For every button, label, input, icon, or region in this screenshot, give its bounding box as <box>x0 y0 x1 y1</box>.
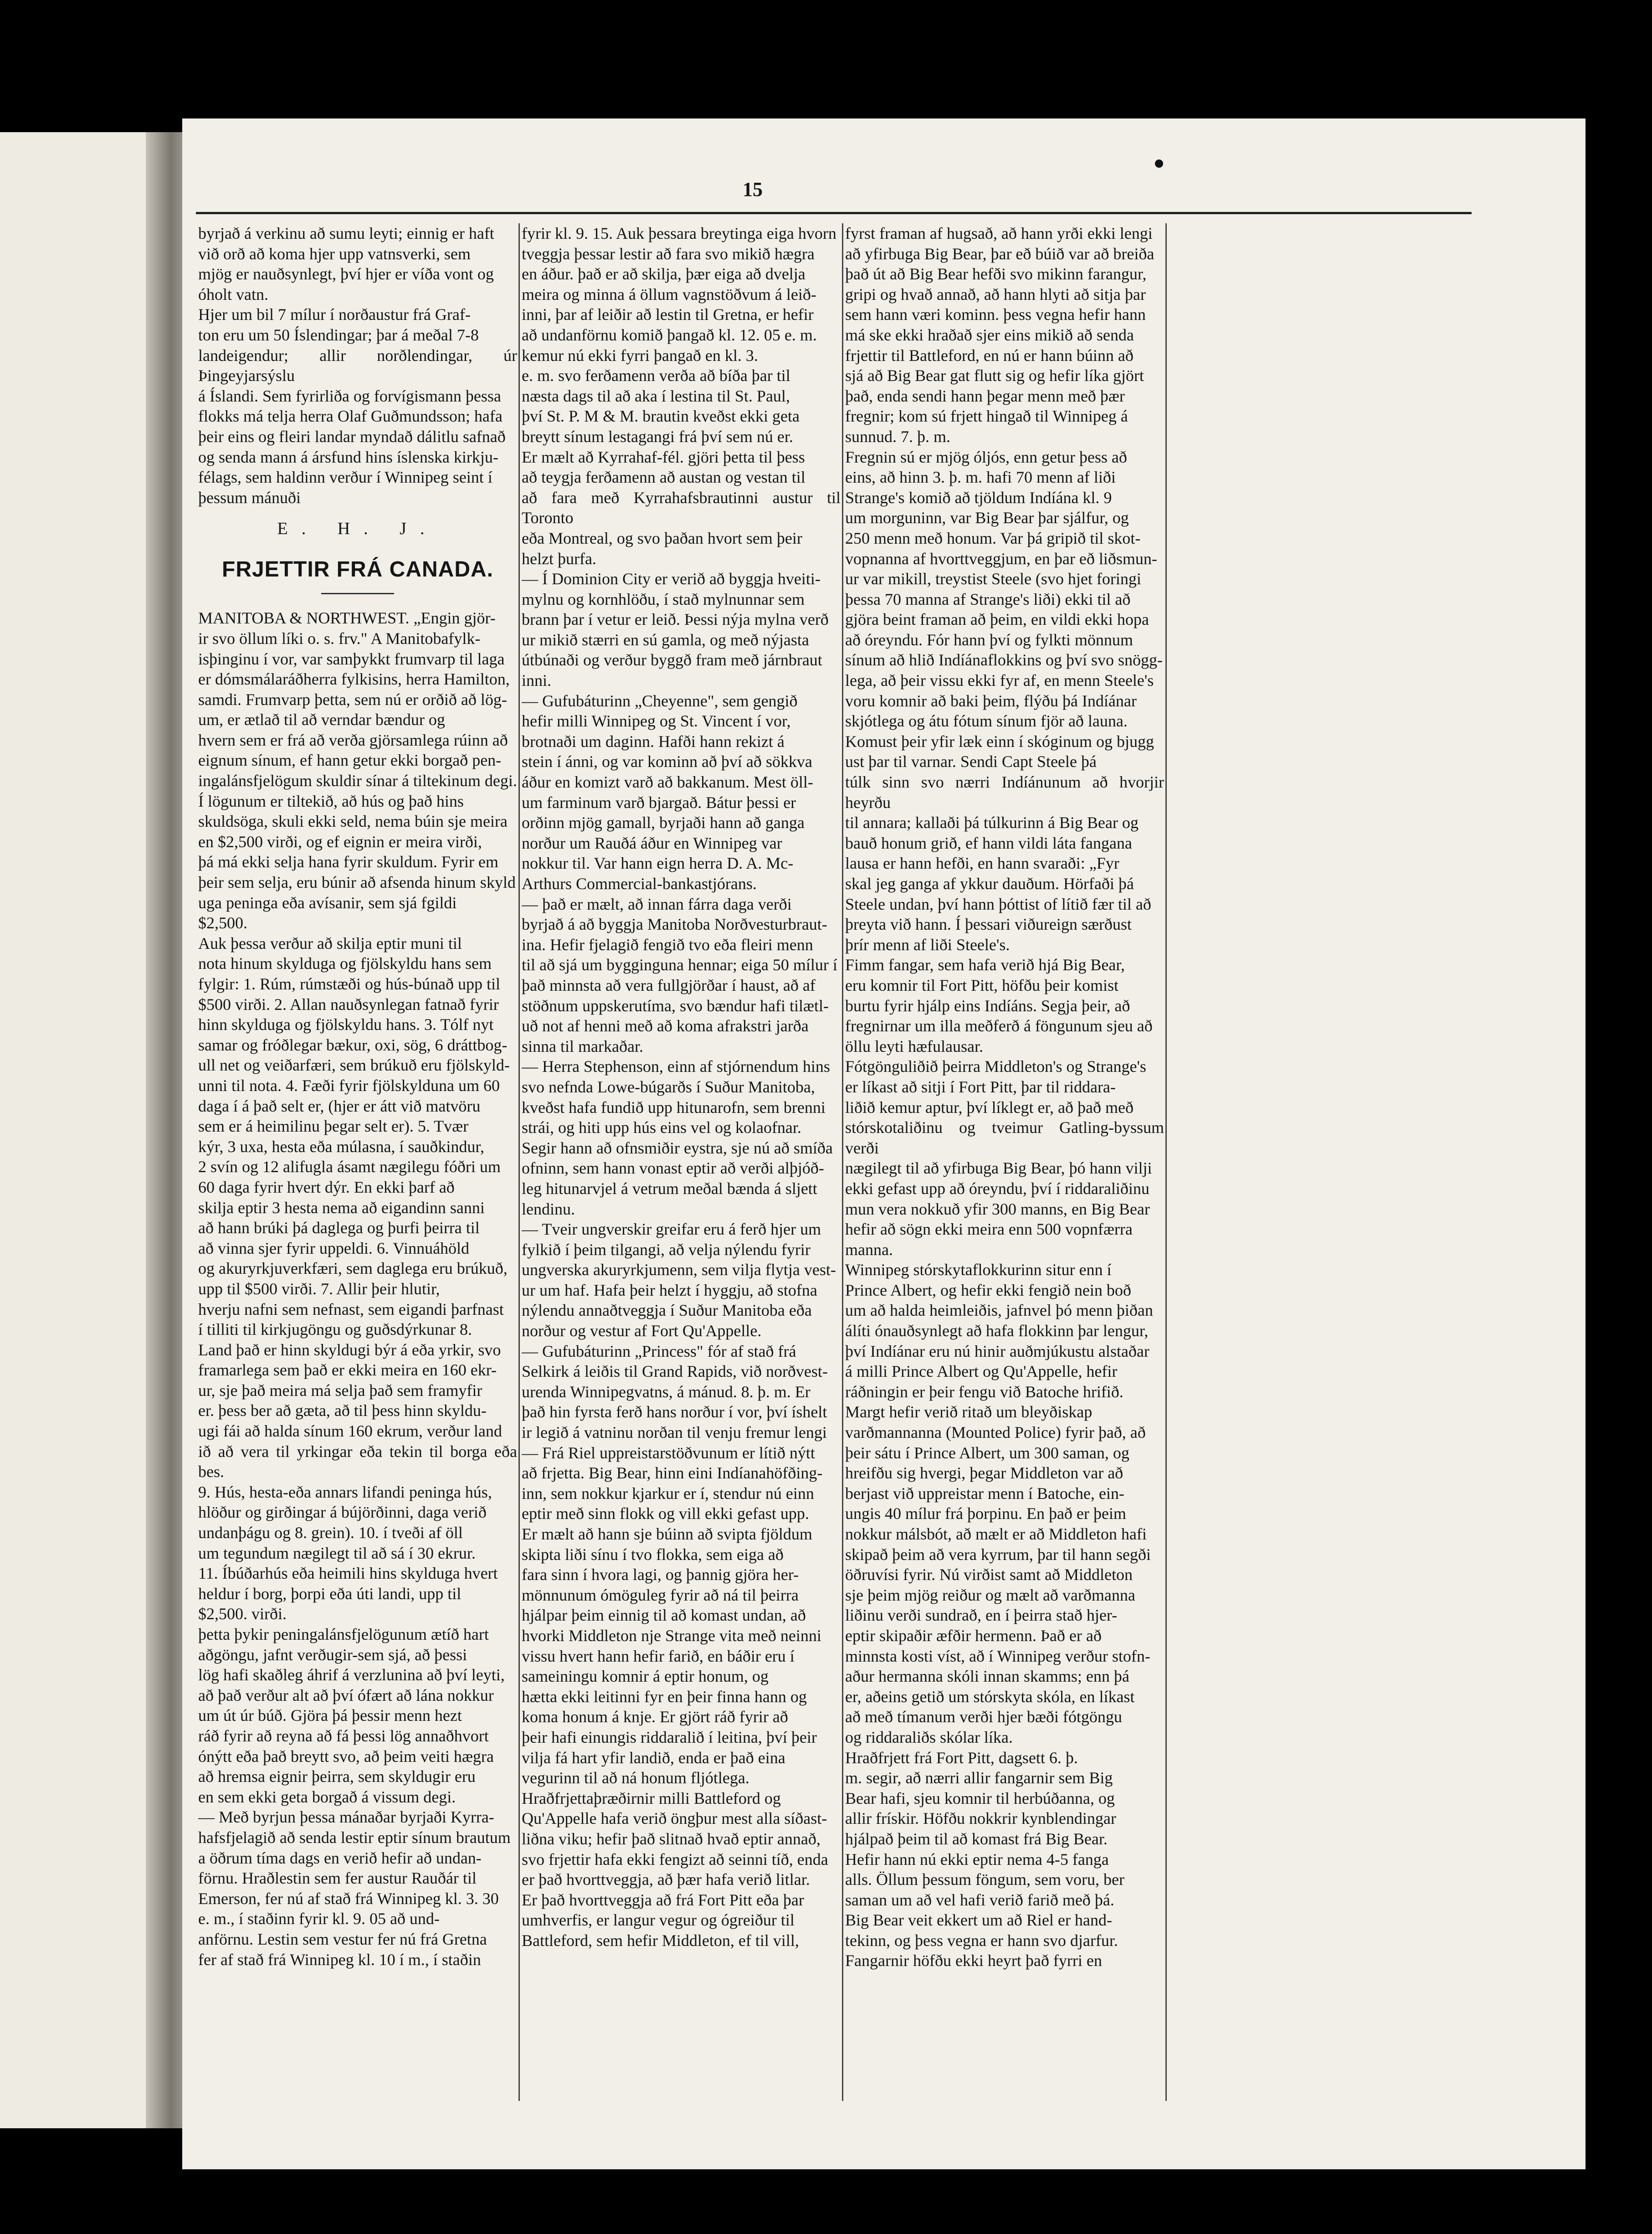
text-line: strái, og hiti upp hús eins vel og kolaofnar. <box>522 1118 801 1137</box>
text-line: Fangarnir höfðu ekki heyrt það fyrri en <box>845 1951 1102 1970</box>
text-line: isþinginu í vor, var samþykkt frumvarp til laga <box>198 649 505 668</box>
text-line: Í lögunum er tiltekið, að hús og það hins <box>198 792 464 810</box>
text-line: öllu leyti hæfulausar. <box>845 1037 983 1055</box>
text-line: fer af stað frá Winnipeg kl. 10 í m., í staðin <box>198 1950 481 1969</box>
text-line: byrjað á að byggja Manitoba Norðvesturbraut- <box>522 915 827 934</box>
text-line: Hraðfrjett frá Fort Pitt, dagsett 6. þ. <box>845 1748 1078 1767</box>
text-line: ur um haf. Hafa þeir helzt í hyggju, að stofna <box>522 1281 817 1299</box>
text-line: Hefir hann nú ekki eptir nema 4-5 fanga <box>845 1850 1109 1869</box>
article-signature: E. H. J. <box>277 519 438 539</box>
text-line: framarlega sem það er ekki meira en 160 ekr- <box>198 1361 497 1380</box>
column-1 <box>198 223 517 2137</box>
headline-rule <box>321 593 394 594</box>
text-line: samdi. Frumvarp þetta, sem nú er orðið að lög- <box>198 690 507 709</box>
text-line: aður hermanna skóli innan skamms; enn þá <box>845 1667 1129 1686</box>
text-line: vilja fá hart yfir landið, enda er það eina <box>522 1748 785 1767</box>
text-line: álíti ónauðsynlegt að hafa flokkinn þar lengur, <box>845 1322 1149 1340</box>
text-line: daga í á það selt er, (hjer er átt við matvöru <box>198 1096 481 1115</box>
text-line: á Íslandi. Sem fyrirliða og forvígismann þessa <box>198 386 501 405</box>
text-line: sunnud. 7. þ. m. <box>845 427 951 446</box>
text-line: og senda mann á ársfund hins íslenska kirkju- <box>198 448 498 466</box>
text-line: hefir milli Winnipeg og St. Vincent í vor, <box>522 712 791 731</box>
text-line: $2,500. <box>198 914 247 932</box>
text-line: Fótgönguliðið þeirra Middleton's og Strange's <box>845 1057 1146 1076</box>
text-line: Big Bear veit ekkert um að Riel er hand- <box>845 1911 1112 1930</box>
text-line: og riddaraliðs skólar líka. <box>845 1728 1013 1746</box>
text-line: fara sinn í hvora lagi, og þannig gjöra her- <box>522 1565 799 1584</box>
text-line: að hann brúki þá daglega og þurfi þeirra til <box>198 1219 480 1237</box>
text-line: fregnir; kom sú frjett hingað til Winnipeg á <box>845 407 1128 426</box>
text-line: $500 virði. 2. Allan nauðsynlegan fatnað fyrir <box>198 995 499 1014</box>
text-line: frjettir til Battleford, en nú er hann búinn að <box>845 346 1134 365</box>
text-line: um morguninn, var Big Bear þar sjálfur, og <box>845 509 1129 527</box>
text-line: 9. Hús, hesta-eða annars lifandi peninga hús, <box>198 1482 492 1501</box>
text-line: varðmannanna (Mounted Police) fyrir það, að <box>845 1423 1146 1442</box>
text-line: — Frá Riel uppreistarstöðvunum er lítið nýtt <box>522 1443 815 1462</box>
text-line: ina. Hefir fjelagið fengið tvo eða fleiri menn <box>522 935 813 954</box>
text-line: manna. <box>845 1240 893 1259</box>
text-line: Fregnin sú er mjög óljós, enn getur þess að <box>845 448 1127 466</box>
text-line: brotnaði um daginn. Hafði hann rekizt á <box>522 732 785 751</box>
text-line: næsta dags til að aka í lestina til St. Paul, <box>522 386 790 405</box>
text-line: ónýtt eða það breytt svo, að þeim veiti hægra <box>198 1747 494 1766</box>
text-line: er, aðeins getið um stórskyta skóla, en líkast <box>845 1687 1135 1706</box>
text-line: að yfirbuga Big Bear, þar eð búið var að breiða <box>845 244 1154 263</box>
text-line: hafsfjelagið að senda lestir eptir sínum brautum <box>198 1828 511 1847</box>
right-page <box>182 118 1585 2169</box>
page-header <box>182 178 1585 201</box>
text-line: vopnanna af hvorttveggjum, en þar eð liðsmun- <box>845 549 1157 568</box>
text-line: m. segir, að nærri allir fangarnir sem Big <box>845 1769 1113 1787</box>
text-line: unni til nota. 4. Fæði fyrir fjölskylduna um 60 <box>198 1076 500 1095</box>
text-line: eignum sínum, ef hann getur ekki borgað pen- <box>198 751 502 770</box>
text-line: Er mælt að Kyrrahaf-fél. gjöri þetta til þess <box>522 448 805 466</box>
text-line: til að sjá um bygginguna hennar; eiga 50 mílur í <box>522 956 837 974</box>
text-line: liðinu verði sundrað, en í þeirra stað hjer- <box>845 1606 1118 1625</box>
text-line: við orð að koma hjer upp vatnsverki, sem <box>198 244 471 263</box>
column-2 <box>522 223 841 2137</box>
text-line: þetta þykir peningalánsfjelögunum ætíð hart <box>198 1625 489 1643</box>
text-line: en $2,500 virði, og ef eignin er meira virði, <box>198 832 482 851</box>
text-line: e. m., í staðinn fyrir kl. 9. 05 að und- <box>198 1910 440 1928</box>
text-line: Er það hvorttveggja að frá Fort Pitt eða þar <box>522 1890 804 1909</box>
text-line: ir legið á vatninu norðan til venju fremur lengi <box>522 1423 827 1442</box>
text-line: um tegundum nægilegt til að sá í 30 ekrur. <box>198 1544 476 1562</box>
text-line: það hin fyrsta ferð hans norður í vor, því íshelt <box>522 1403 827 1421</box>
text-line: skipað þeim að vera kyrrum, þar til hann segði <box>845 1545 1151 1564</box>
text-line: því Indíánar eru nú hinir auðmjúkustu alstaðar <box>845 1342 1149 1360</box>
text-line: inni, þar af leiðir að lestin til Gretna, er hefir <box>522 305 814 324</box>
text-line: 11. Íbúðarhús eða heimili hins skylduga hvert <box>198 1564 498 1583</box>
section-headline: FRJETTIR FRÁ CANADA. <box>222 557 493 582</box>
text-line: hreifðu sig hvergi, þegar Middleton var að <box>845 1464 1124 1482</box>
text-line: eru komnir til Fort Pitt, höfðu þeir komist <box>845 976 1118 994</box>
text-line: það út að Big Bear hefði svo mikinn farangur, <box>845 265 1147 283</box>
text-line: lendinu. <box>522 1199 575 1218</box>
text-line: fyrir kl. 9. 15. Auk þessara breytinga eiga hvorn <box>522 224 836 242</box>
text-line: stein í ánni, og var kominn að því að sökkva <box>522 752 812 771</box>
text-line: Winnipeg stórskytaflokkurinn situr enn í <box>845 1261 1112 1279</box>
text-line: nokkur til. Var hann eign herra D. A. Mc- <box>522 854 794 873</box>
text-line: ið að vera til yrkingar eða tekin til borga eða bes. <box>198 1442 517 1481</box>
text-line: um út úr búð. Gjöra þá þessir menn hezt <box>198 1706 462 1725</box>
text-line: gjöra beint framan að þeim, en vildi ekki hopa <box>845 610 1149 629</box>
text-line: ungis 40 mílur frá þorpinu. En það er þeim <box>845 1504 1126 1523</box>
text-line: — Með byrjun þessa mánaðar byrjaði Kyrra- <box>198 1808 494 1827</box>
text-line: saman um að vel hafi verið farið með þá. <box>845 1890 1114 1909</box>
text-line: er. þess ber að gæta, að til þess hinn skyldu- <box>198 1401 487 1420</box>
text-line: samar og fróðlegar bækur, oxi, sög, 6 dráttbog- <box>198 1035 508 1054</box>
text-line: lega, að þeir vissu ekki fyr af, en menn Steele's <box>845 671 1154 690</box>
text-line: a öðrum tíma dags en verið hefir að undan- <box>198 1848 482 1867</box>
text-line: að frjetta. Big Bear, hinn eini Indíanahöfðing- <box>522 1464 823 1482</box>
text-line: kýr, 3 uxa, hesta eða múlasna, í sauðkindur, <box>198 1137 484 1156</box>
text-line: norður og vestur af Fort Qu'Appelle. <box>522 1322 762 1340</box>
text-line: þreyta við hann. Í þessari viðureign særðust <box>845 915 1132 934</box>
text-line: ull net og veiðarfæri, sem brúkuð eru fjölskyld- <box>198 1056 510 1075</box>
text-line: nægilegt til að yfirbuga Big Bear, þó hann vilji <box>845 1159 1152 1178</box>
text-line: Hraðfrjettaþræðirnir milli Battleford og <box>522 1789 781 1807</box>
header-rule <box>196 212 1472 214</box>
text-line: Fimm fangar, sem hafa verið hjá Big Bear, <box>845 956 1125 974</box>
text-line: áður en komizt varð að bakkanum. Mest öll- <box>522 773 813 792</box>
text-line: eða Montreal, og svo þaðan hvort sem þeir <box>522 529 802 547</box>
text-line: þeir sem selja, eru búnir að afsenda hinum skyld <box>198 873 516 892</box>
text-line: sinna til markaðar. <box>522 1037 643 1055</box>
text-line: vegurinn til að ná honum fljótlega. <box>522 1769 749 1787</box>
text-line: MANITOBA & NORTHWEST. „Engin gjör- <box>198 609 496 628</box>
text-line: að teygja ferðamenn að austan og vestan til <box>522 468 805 487</box>
text-line: Segir hann að ofnsmiðir eystra, sje nú að smíða <box>522 1138 833 1157</box>
text-line: sem er á heimilinu þegar selt er). 5. Tvær <box>198 1117 469 1136</box>
text-line: að óreyndu. Fór hann því og fylkti mönnum <box>845 630 1133 649</box>
text-line: 2 svín og 12 alifugla ásamt nægilegu fóðri um <box>198 1158 501 1176</box>
column-rule <box>518 223 520 2101</box>
text-line: um, er ætlað til að verndar bændur og <box>198 710 445 729</box>
text-line: að með tímanum verði hjer bæði fótgöngu <box>845 1708 1122 1726</box>
text-line: förnu. Hraðlestin sem fer austur Rauðár til <box>198 1869 477 1888</box>
text-line: helzt þurfa. <box>522 549 596 568</box>
text-line: ráð fyrir að reyna að fá þessi lög annaðhvort <box>198 1726 489 1745</box>
text-line: mylnu og kornhlöðu, í stað mylnunnar sem <box>522 590 805 608</box>
text-line: er dómsmálaráðherra fylkisins, herra Hamilton, <box>198 670 510 689</box>
text-line: Steele undan, því hann þóttist of lítið fær til að <box>845 895 1151 913</box>
text-line: anförnu. Lestin sem vestur fer nú frá Gretna <box>198 1930 487 1948</box>
text-line: Margt hefir verið ritað um bleyðiskap <box>845 1403 1093 1421</box>
text-line: er það hvorttveggja, að þær hafa verið litlar. <box>522 1870 810 1889</box>
text-line: lausa er hann hefði, en hann svaraði: „Fyr <box>845 854 1119 873</box>
text-line: hverju nafni sem nefnast, sem eigandi þarfnast <box>198 1300 504 1318</box>
text-line: nota hinum skylduga og fjölskyldu hans sem <box>198 954 492 973</box>
text-line: fregnirnar um illa meðferð á föngunum sjeu að <box>845 1017 1153 1035</box>
text-line: nýlendu annaðtveggja í Suður Manitoba eða <box>522 1301 812 1320</box>
text-line: eins, að hinn 3. þ. m. hafi 70 menn af liði <box>845 468 1116 487</box>
text-line: — Tveir ungverskir greifar eru á ferð hjer um <box>522 1220 821 1239</box>
text-line: liðið kemur aptur, því líklegt er, að það með <box>845 1098 1134 1117</box>
text-line: Qu'Appelle hafa verið öngþur mest alla síðast- <box>522 1809 827 1828</box>
text-line: ir svo öllum líki o. s. frv." A Manitobafylk- <box>198 629 481 648</box>
text-line: að það verður alt að því ófært að lána nokkur <box>198 1686 494 1704</box>
text-line: — Gufubáturinn „Cheyenne", sem gengið <box>522 691 798 710</box>
text-line: brann þar í vetur er leið. Þessi nýja mylna verð <box>522 610 829 629</box>
text-line: meira og minna á öllum vagnstöðvum á leið- <box>522 285 816 304</box>
text-line: hvorki Middleton nje Strange vita með neinni <box>522 1626 821 1645</box>
text-line: á milli Prince Albert og Qu'Appelle, hefir <box>845 1362 1118 1381</box>
text-line: umhverfis, er langur vegur og ógreiður til <box>522 1911 795 1930</box>
text-line: óholt vatn. <box>198 285 268 304</box>
text-line: tveggja þessar lestir að fara svo mikið hægra <box>522 244 815 263</box>
text-line: ráðningin er þeir fengu við Batoche hrifið. <box>845 1382 1124 1401</box>
column-rule <box>842 223 843 2101</box>
text-line: mönnunum ómöguleg fyrir að ná til þeirra <box>522 1585 799 1604</box>
text-line: burtu fyrir hjálp eins Indíáns. Segja þeir, að <box>845 996 1130 1015</box>
text-line: 60 daga fyrir hvert dýr. En ekki þarf að <box>198 1178 455 1196</box>
text-line: leg hitunarvjel á vetrum meðal bænda á sljett <box>522 1179 817 1198</box>
text-line: Strange's komið að tjöldum Indíána kl. 9 <box>845 488 1112 507</box>
text-line: ton eru um 50 Íslendingar; þar á meðal 7-8 <box>198 325 479 344</box>
text-line: allir frískir. Höfðu nokkrir kynblendingar <box>845 1809 1116 1828</box>
text-line: ingalánsfjelögum skuldir sínar á tiltekinum degi. <box>198 772 517 790</box>
text-line: hlöður og girðingar á bújörðinni, daga verið <box>198 1503 487 1522</box>
page-number: 15 <box>743 178 763 201</box>
text-line: norður um Rauðá áður en Winnipeg var <box>522 834 782 852</box>
text-line: um að halda heimleiðis, jafnvel þó menn þiðan <box>845 1301 1153 1320</box>
text-line: — Gufubáturinn „Princess" fór af stað frá <box>522 1342 796 1360</box>
text-line: urenda Winnipegvatns, á mánud. 8. þ. m. Er <box>522 1382 811 1401</box>
text-line: útbúnaði og verður byggð fram með járnbraut <box>522 651 822 669</box>
text-line: ur mikið stærri en sú gamla, og með nýjasta <box>522 630 809 649</box>
text-line: Er mælt að hann sje búinn að svipta fjöldum <box>522 1525 812 1543</box>
text-line: félags, sem haldinn verður í Winnipeg seint í <box>198 468 493 487</box>
text-line: í tilliti til kirkjugöngu og guðsdýrkunar 8. <box>198 1320 472 1339</box>
text-line: það minnsta að vera fullgjörðar í haust, að af <box>522 976 816 994</box>
text-line: þeir eins og fleiri landar myndað dálitlu safnað <box>198 427 506 446</box>
ink-dot <box>1155 160 1163 168</box>
text-line: svo frjettir hafa ekki fengizt að seinni tíð, enda <box>522 1850 828 1869</box>
text-line: tekinn, og þess vegna er hann svo djarfur. <box>845 1931 1118 1950</box>
text-line: eptir skipaðir æfðir hermenn. Það er að <box>845 1626 1102 1645</box>
text-line: fyrst framan af hugsað, að hann yrði ekki lengi <box>845 224 1153 242</box>
text-line: þessum mánuði <box>198 488 301 507</box>
text-line: kemur nú ekki fyrri þangað en kl. 3. <box>522 346 758 365</box>
text-line: þá má ekki selja hana fyrir skuldum. Fyrir em <box>198 853 498 871</box>
text-line: ofninn, sem hann vonast eptir að verði alþjóð- <box>522 1159 824 1178</box>
text-line: stórskotaliðinu og tveimur Gatling-byssum verði <box>845 1118 1164 1157</box>
text-line: ugi fái að halda sínum 160 ekrum, verður land <box>198 1422 502 1441</box>
text-line: því St. P. M & M. brautin kveðst ekki geta <box>522 407 800 426</box>
text-line: kveðst hafa fundið upp hitunarofn, sem brenni <box>522 1098 826 1117</box>
text-line: orðinn mjög gamall, byrjaði hann að ganga <box>522 813 805 832</box>
text-line: skjótlega og átu fótum sínum fjör að launa. <box>845 712 1128 731</box>
text-line: og akuryrkjuverkfæri, sem daglega eru brúkuð, <box>198 1259 508 1278</box>
text-line: þeir hafi einungis riddaralið í leitina, því þeir <box>522 1728 817 1746</box>
text-line: er líkast að sitji í Fort Pitt, þar til riddara- <box>845 1077 1116 1096</box>
text-line: til annara; kallaði þá túlkurinn á Big Bear og <box>845 813 1139 832</box>
text-line: skipta liði sínu í tvo flokka, sem eiga að <box>522 1545 784 1564</box>
text-line: bauð honum grið, ef hann vildi láta fangana <box>845 834 1132 852</box>
text-line: það, enda sendi hann þegar menn með þær <box>845 386 1125 405</box>
text-line: — Í Dominion City er verið að byggja hveiti- <box>522 570 821 588</box>
text-line: — Herra Stephenson, einn af stjórnendum hins <box>522 1057 830 1076</box>
column-rule <box>1165 223 1167 2101</box>
text-line: voru komnir að baki þeim, flýðu þá Indíánar <box>845 691 1137 710</box>
text-line: sje þeim mjög reiður og mælt að varðmanna <box>845 1585 1135 1604</box>
text-line: um farminum varð bjargað. Bátur þessi er <box>522 793 796 812</box>
text-line: að hremsa eignir þeirra, sem skyldugir eru <box>198 1767 476 1786</box>
text-line: Emerson, fer nú af stað frá Winnipeg kl. 3. 30 <box>198 1889 499 1908</box>
text-line: Hjer um bil 7 mílur í norðaustur frá Graf- <box>198 305 471 324</box>
text-line: má ske ekki hraðað sjer eins mikið að senda <box>845 325 1134 344</box>
text-line: alls. Öllum þessum föngum, sem voru, ber <box>845 1870 1124 1889</box>
text-line: byrjað á verkinu að sumu leyti; einnig er haft <box>198 224 494 242</box>
text-line: Land það er hinn skyldugi býr á eða yrkir, svo <box>198 1340 501 1359</box>
text-line: inni. <box>522 671 552 690</box>
text-line: koma honum á knje. Er gjört ráð fyrir að <box>522 1708 788 1726</box>
text-line: að undanförnu komið þangað kl. 12. 05 e. m. <box>522 325 817 344</box>
text-line: þessa 70 manna af Strange's liði) ekki til að <box>845 590 1131 608</box>
text-line: skuldsöga, skuli ekki seld, nema búin sje meira <box>198 812 508 831</box>
text-line: Auk þessa verður að skilja eptir muni til <box>198 934 462 952</box>
text-line: túlk sinn svo nærri Indíánunum að hvorjir heyrðu <box>845 773 1164 812</box>
text-line: uga peninga eða avísanir, sem sjá fgildi <box>198 893 457 912</box>
text-line: 250 menn með honum. Var þá gripið til skot- <box>845 529 1141 547</box>
text-line: Prince Albert, og hefir ekki fengið nein boð <box>845 1281 1131 1299</box>
column-3-body-text <box>845 223 1164 1971</box>
text-line: landeigendur; allir norðlendingar, úr Þingeyjarsýslu <box>198 346 517 385</box>
text-line: skilja eptir 3 hesta nema að eigandinn sanni <box>198 1198 485 1217</box>
text-line: stöðnum uppskerutíma, svo bændur hafi tilætl- <box>522 996 829 1015</box>
text-line: hefir að sögn ekki meira enn 500 vopnfærra <box>845 1220 1133 1239</box>
text-line: ungverska akuryrkjumenn, sem vilja flytja vest- <box>522 1261 836 1279</box>
text-line: Bear hafi, sjeu komnir til herbúðanna, og <box>845 1789 1115 1807</box>
text-line: Komust þeir yfir læk einn í skóginum og bjugg <box>845 732 1154 751</box>
text-line: eptir með sinn flokk og vill ekki gefast upp. <box>522 1504 809 1523</box>
text-line: $2,500. virði. <box>198 1605 287 1623</box>
text-line: hætta ekki leitinni fyr en þeir finna hann og <box>522 1687 807 1706</box>
text-line: heldur í borg, þorpi eða úti landi, upp til <box>198 1584 462 1603</box>
text-line: fylgir: 1. Rúm, rúmstæði og hús-búnað upp til <box>198 975 500 993</box>
text-line: liðna viku; hefir það slitnað hvað eptir annað, <box>522 1829 821 1848</box>
text-line: hinn skylduga og fjölskyldu hans. 3. Tólf nyt <box>198 1015 494 1034</box>
text-line: sjá að Big Bear gat flutt sig og hefir líka gjört <box>845 366 1144 385</box>
text-line: vissu hvert hann hefir farið, en báðir eru í <box>522 1647 795 1665</box>
text-line: ekki gefast upp að óreyndu, því í riddaraliðinu <box>845 1179 1149 1198</box>
text-line: berjast við uppreistar menn í Batoche, ein- <box>845 1484 1124 1503</box>
text-line: minnsta kosti víst, að í Winnipeg verður stofn- <box>845 1647 1150 1665</box>
text-line: hjálpað þeim til að komast frá Big Bear. <box>845 1829 1108 1848</box>
text-line: öðruvísi fyrir. Nú virðist samt að Middleton <box>845 1565 1133 1584</box>
text-line: upp til $500 virði. 7. Allir þeir hlutir, <box>198 1279 440 1298</box>
text-line: hvern sem er frá að verða gjörsamlega rúinn að <box>198 731 508 749</box>
text-line: að vinna sjer fyrir uppeldi. 6. Vinnuáhöld <box>198 1239 470 1257</box>
text-line: Arthurs Commercial-bankastjórans. <box>522 875 757 893</box>
text-line: sínum að hlið Indíánaflokkins og því svo snögg- <box>845 651 1163 669</box>
text-line: en áður. það er að skilja, þær eiga að dvelja <box>522 265 805 283</box>
text-line: mun vera nokkuð yfir 300 manns, en Big Bear <box>845 1199 1150 1218</box>
text-line: uð not af henni með að koma afrakstri jarða <box>522 1017 809 1035</box>
text-line: undanþágu og 8. grein). 10. í tveði af öll <box>198 1524 463 1542</box>
text-line: skal jeg ganga af ykkur dauðum. Hörfaði þá <box>845 875 1134 893</box>
text-line: nokkur málsbót, að mælt er að Middleton hafi <box>845 1525 1147 1543</box>
text-line: sameiningu komnir á eptir honum, og <box>522 1667 769 1686</box>
text-line: inn, sem nokkur kjarkur er í, stendur nú einn <box>522 1484 814 1503</box>
text-line: hjálpar þeim einnig til að komast undan, að <box>522 1606 806 1625</box>
text-line: þeir sátu í Prince Albert, um 300 saman, og <box>845 1443 1129 1462</box>
column-1-top-text <box>198 223 517 508</box>
text-line: ur var mikill, treystist Steele (svo hjet foringi <box>845 570 1141 588</box>
text-line: — það er mælt, að innan fárra daga verði <box>522 895 792 913</box>
text-line: lög hafi skaðleg áhrif á verzlunina að því leyti, <box>198 1666 505 1684</box>
text-line: að fara með Kyrrahafsbrautinni austur til Toronto <box>522 488 841 527</box>
text-line: þrír menn af liði Steele's. <box>845 935 1010 954</box>
text-line: flokks má telja herra Olaf Guðmundsson; hafa <box>198 407 503 426</box>
text-line: ust þar til varnar. Sendi Capt Steele þá <box>845 752 1097 771</box>
column-2-body-text <box>522 223 841 1951</box>
text-line: fylkið í þeim tilgangi, að velja nýlendu fyrir <box>522 1240 811 1259</box>
text-line: breytt sínum lestagangi frá því sem nú er. <box>522 427 793 446</box>
text-line: Selkirk á leiðis til Grand Rapids, við norðvest- <box>522 1362 828 1381</box>
text-line: gripi og hvað annað, að hann hlyti að sitja þar <box>845 285 1146 304</box>
text-line: en sem ekki geta borgað á vissum degi. <box>198 1787 456 1806</box>
text-line: ur, sje það meira má selja það sem framyfir <box>198 1381 482 1400</box>
column-1-body-text <box>198 608 517 1970</box>
column-3 <box>845 223 1164 2137</box>
text-line: mjög er nauðsynlegt, því hjer er víða vont og <box>198 265 494 283</box>
text-line: sem hann væri kominn. þess vegna hefir hann <box>845 305 1146 324</box>
text-line: e. m. svo ferðamenn verða að bíða þar til <box>522 366 790 385</box>
text-line: svo nefnda Lowe-búgarðs í Suður Manitoba, <box>522 1077 815 1096</box>
text-line: Battleford, sem hefir Middleton, ef til vill, <box>522 1931 799 1950</box>
text-line: aðgöngu, jafnt verðugir-sem sjá, að þessi <box>198 1645 467 1664</box>
